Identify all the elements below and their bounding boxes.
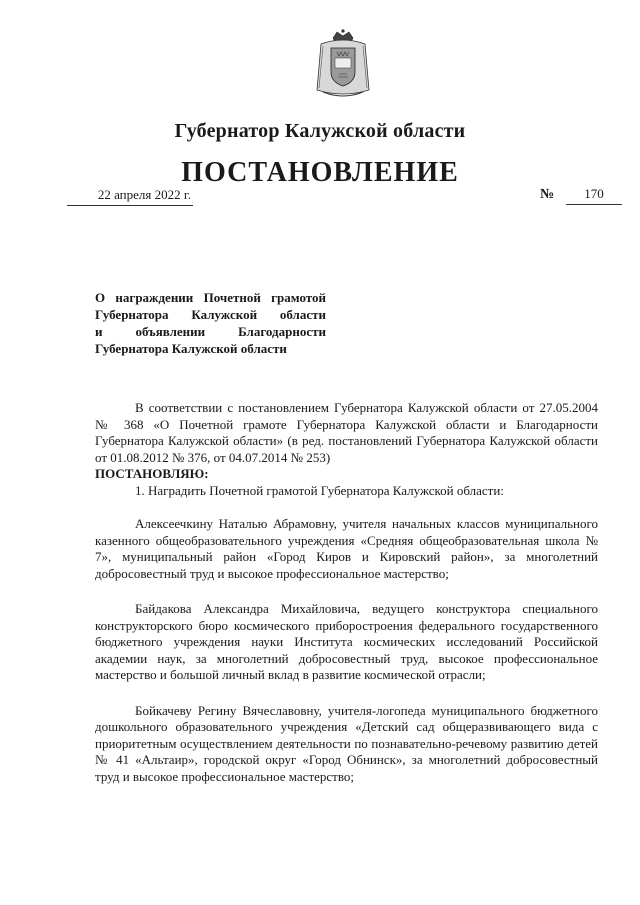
preamble-paragraph: В соответствии с постановлением Губернатора Калужской области от 27.05.2004 № 368 «О Почетной грамоте Губернатора Калужской области и Благодарности Губернатора Калужской области» (в ред. постановлений Губернатора Калужской области от 01.08.2012 № 376, от 04.07.2014 № 253) <box>95 400 598 465</box>
document-number: 170 <box>566 186 622 205</box>
item-1-paragraph: 1. Наградить Почетной грамотой Губернатора Калужской области: <box>135 482 504 498</box>
decree-word: ПОСТАНОВЛЯЮ: <box>95 466 209 481</box>
issuing-authority: Губернатор Калужской области <box>174 120 466 142</box>
subject-line: и объявлении Благодарности <box>95 324 326 339</box>
awardee-paragraph: Байдакова Александра Михайловича, ведущего конструктора специального конструкторского бюро космического приборостроения федерального государственного бюджетного учреждения науки Института космических исследований Российской академии наук, за многолетний добросовестный труд, высокое профессиональное мастерство и большой личный вклад в развитие космической отрасли; <box>95 601 598 682</box>
subject-line: Губернатора Калужской области <box>95 341 287 356</box>
number-sign: № <box>540 187 555 202</box>
subject-line: Губернатора Калужской области <box>95 307 326 322</box>
kaluga-coat-of-arms-icon <box>313 28 373 100</box>
document-body <box>95 400 598 785</box>
subject-line: О награждении Почетной грамотой <box>95 290 326 305</box>
document-subject <box>95 289 326 357</box>
awardee-paragraph: Алексеечкину Наталью Абрамовну, учителя начальных классов муниципального казенного общеобразовательного учреждения «Средняя общеобразовательная школа № 7», муниципальный район «Город Киров и Кировский район», за многолетний добросовестный труд и высокое профессиональное мастерство; <box>95 516 598 581</box>
awardee-paragraph: Бойкачеву Регину Вячеславовну, учителя-логопеда муниципального бюджетного дошкольного образовательного учреждения «Детский сад общеразвивающего вида с приоритетным осуществлением деятельности по познавательно-речевому развитию детей № 41 «Альтаир», городской округ «Город Обнинск», за многолетний добросовестный труд и высокое профессиональное мастерство; <box>95 702 598 784</box>
document-date: 22 апреля 2022 г. <box>67 187 193 206</box>
document-type-title: ПОСТАНОВЛЕНИЕ <box>181 157 459 188</box>
